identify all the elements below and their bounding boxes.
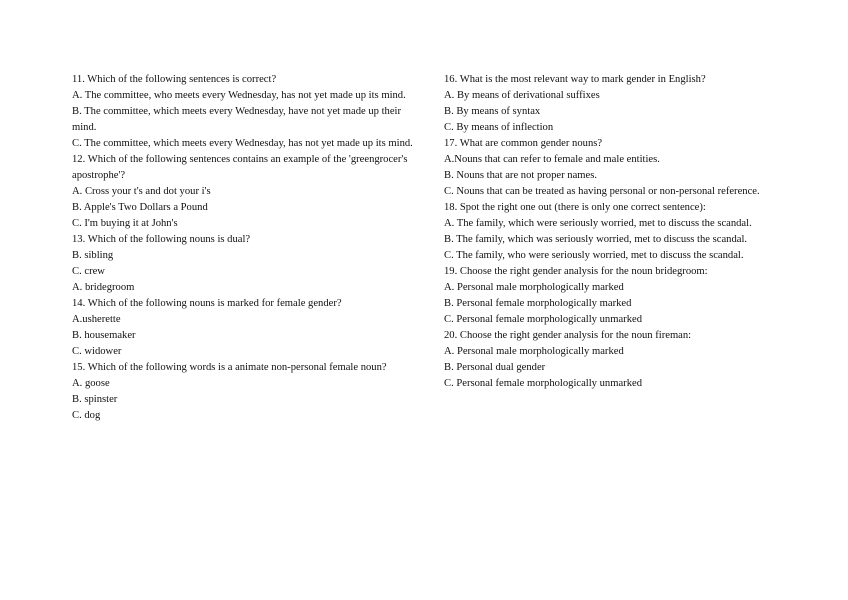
answer-option: A. goose <box>72 378 110 389</box>
question-block <box>444 264 762 328</box>
answer-option: A. The committee, who meets every Wednesday, has not yet made up its mind. <box>72 90 406 101</box>
question-text: 19. Choose the right gender analysis for the noun bridegroom: <box>444 266 708 277</box>
answer-option: A.Nouns that can refer to female and male entities. <box>444 154 660 165</box>
question-block <box>444 136 762 200</box>
question-block <box>444 200 762 264</box>
answer-option: C. Nouns that can be treated as having personal or non-personal reference. <box>444 186 760 197</box>
right-column <box>444 72 762 392</box>
answer-option: B. Personal female morphologically marked <box>444 298 632 309</box>
answer-option: B. housemaker <box>72 330 136 341</box>
question-text: 14. Which of the following nouns is marked for female gender? <box>72 298 342 309</box>
answer-option: B. Apple's Two Dollars a Pound <box>72 202 208 213</box>
answer-option: B. The committee, which meets every Wednesday, have not yet made up their mind. <box>72 106 402 133</box>
question-text: 12. Which of the following sentences contains an example of the 'greengrocer's apostrophe'? <box>72 154 408 181</box>
question-block <box>72 296 414 360</box>
question-block <box>444 72 762 136</box>
question-text: 17. What are common gender nouns? <box>444 138 603 149</box>
answer-option: C. widower <box>72 346 122 357</box>
answer-option: C. dog <box>72 410 101 421</box>
left-column <box>72 72 414 424</box>
answer-option: C. I'm buying it at John's <box>72 218 178 229</box>
answer-option: C. By means of inflection <box>444 122 554 133</box>
answer-option: C. Personal female morphologically unmarked <box>444 378 642 389</box>
question-text: 16. What is the most relevant way to mark gender in English? <box>444 74 706 85</box>
answer-option: B. Personal dual gender <box>444 362 546 373</box>
question-block <box>72 152 414 232</box>
question-block <box>444 328 762 392</box>
answer-option: B. Nouns that are not proper names. <box>444 170 597 181</box>
answer-option: A. bridegroom <box>72 282 135 293</box>
answer-option: C. crew <box>72 266 105 277</box>
question-block <box>72 232 414 296</box>
answer-option: C. Personal female morphologically unmarked <box>444 314 642 325</box>
answer-option: A. By means of derivational suffixes <box>444 90 600 101</box>
answer-option: A.usherette <box>72 314 121 325</box>
question-text: 13. Which of the following nouns is dual? <box>72 234 251 245</box>
answer-option: B. sibling <box>72 250 114 261</box>
answer-option: C. The family, who were seriously worried, met to discuss the scandal. <box>444 250 744 261</box>
answer-option: A. Personal male morphologically marked <box>444 346 624 357</box>
answer-option: B. By means of syntax <box>444 106 541 117</box>
question-block <box>72 360 414 424</box>
answer-option: A. The family, which were seriously worried, met to discuss the scandal. <box>444 218 752 229</box>
answer-option: B. The family, which was seriously worried, met to discuss the scandal. <box>444 234 748 245</box>
answer-option: A. Cross your t's and dot your i's <box>72 186 211 197</box>
question-block <box>72 72 414 152</box>
answer-option: B. spinster <box>72 394 118 405</box>
question-text: 11. Which of the following sentences is correct? <box>72 74 277 85</box>
question-text: 18. Spot the right one out (there is only one correct sentence): <box>444 202 706 213</box>
question-text: 20. Choose the right gender analysis for the noun fireman: <box>444 330 692 341</box>
question-text: 15. Which of the following words is a animate non-personal female noun? <box>72 362 387 373</box>
answer-option: C. The committee, which meets every Wednesday, has not yet made up its mind. <box>72 138 413 149</box>
answer-option: A. Personal male morphologically marked <box>444 282 624 293</box>
